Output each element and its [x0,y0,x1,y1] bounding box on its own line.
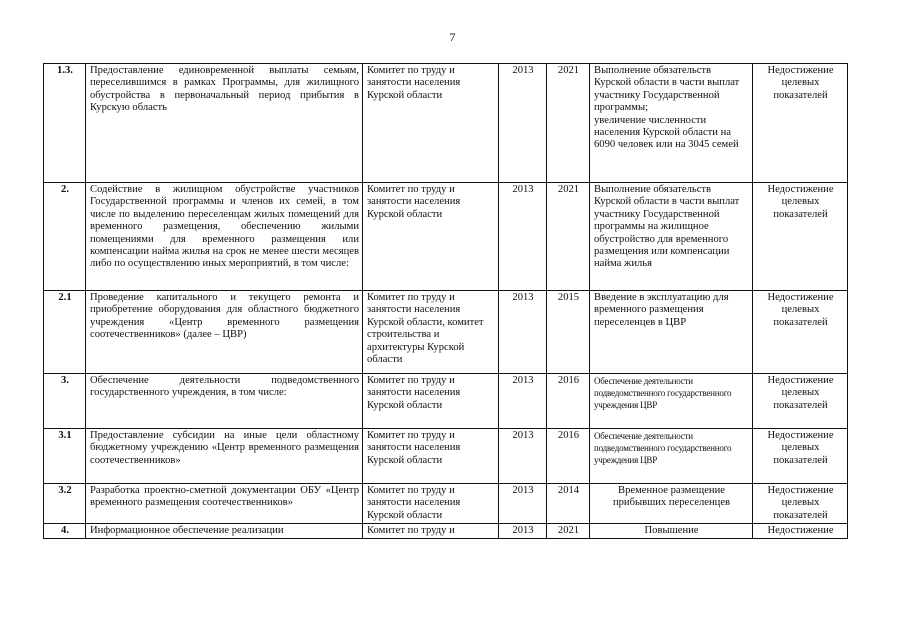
activity-name: Обеспечение деятельности подведомственного государственного учреждения, в том числе: [86,374,363,429]
start-year: 2013 [499,484,547,524]
item-number: 1.3. [44,64,86,183]
expected-result: Временное размещение прибывших переселенцев [590,484,753,524]
table-row [44,64,848,183]
start-year: 2013 [499,524,547,539]
item-number: 4. [44,524,86,539]
executor: Комитет по труду и занятости населения Курской области [363,374,499,429]
end-year: 2015 [547,291,590,374]
item-number: 3.2 [44,484,86,524]
table-row [44,429,848,484]
expected-result: Обеспечение деятельности подведомственного государственного учреждения ЦВР [590,374,753,429]
expected-result: Выполнение обязательств Курской области в части выплат участнику Государственной программы на жилищное обустройство для временного размещения или компенсации найма жилья [590,183,753,291]
table-row [44,183,848,291]
table-row [44,291,848,374]
start-year: 2013 [499,291,547,374]
risk-consequence: Недостижение целевых показателей [753,429,848,484]
executor: Комитет по труду и занятости населения Курской области [363,183,499,291]
risk-consequence: Недостижение целевых показателей [753,484,848,524]
end-year: 2021 [547,524,590,539]
item-number: 3. [44,374,86,429]
expected-result: Введение в эксплуатацию для временного размещения переселенцев в ЦВР [590,291,753,374]
expected-result: Обеспечение деятельности подведомственного государственного учреждения ЦВР [590,429,753,484]
page-number: 7 [449,30,456,44]
table-row [44,524,848,539]
executor: Комитет по труду и занятости населения Курской области, комитет строительства и архитектуры Курской области [363,291,499,374]
expected-result: Повышение [590,524,753,539]
table-row [44,374,848,429]
end-year: 2014 [547,484,590,524]
end-year: 2021 [547,64,590,183]
item-number: 3.1 [44,429,86,484]
table-row [44,484,848,524]
risk-consequence: Недостижение целевых показателей [753,183,848,291]
end-year: 2021 [547,183,590,291]
executor: Комитет по труду и занятости населения Курской области [363,484,499,524]
executor: Комитет по труду и занятости населения Курской области [363,429,499,484]
activity-name: Разработка проектно-сметной документации ОБУ «Центр временного размещения соотечественников» [86,484,363,524]
activities-table [43,63,848,539]
activity-name: Проведение капитального и текущего ремонта и приобретение оборудования для областного бюджетного учреждения «Центр временного размещения соотечественников» (далее – ЦВР) [86,291,363,374]
start-year: 2013 [499,374,547,429]
start-year: 2013 [499,183,547,291]
start-year: 2013 [499,429,547,484]
risk-consequence: Недостижение целевых показателей [753,291,848,374]
executor: Комитет по труду и [363,524,499,539]
item-number: 2. [44,183,86,291]
start-year: 2013 [499,64,547,183]
executor: Комитет по труду и занятости населения Курской области [363,64,499,183]
expected-result: Выполнение обязательств Курской области в части выплат участнику Государственной программы; увеличение численности населения Курской области на 6090 человек или на 3045 семей [590,64,753,183]
risk-consequence: Недостижение целевых показателей [753,64,848,183]
risk-consequence: Недостижение целевых показателей [753,374,848,429]
activity-name: Предоставление единовременной выплаты семьям, переселившимся в рамках Программы, для жилищного обустройства в первоначальный период прибытия в Курскую область [86,64,363,183]
end-year: 2016 [547,374,590,429]
end-year: 2016 [547,429,590,484]
activity-name: Предоставление субсидии на иные цели областному бюджетному учреждению «Центр временного размещения соотечественников» [86,429,363,484]
risk-consequence: Недостижение [753,524,848,539]
item-number: 2.1 [44,291,86,374]
activity-name: Информационное обеспечение реализации [86,524,363,539]
activity-name: Содействие в жилищном обустройстве участников Государственной программы и членов их семей, в том числе по выделению переселенцам жилых помещений для временного размещения, обеспечению жилыми помещениями для временного размещения или компенсации найма жилья на срок не менее шести месяцев либо по осуществлению иных мероприятий, в том числе: [86,183,363,291]
